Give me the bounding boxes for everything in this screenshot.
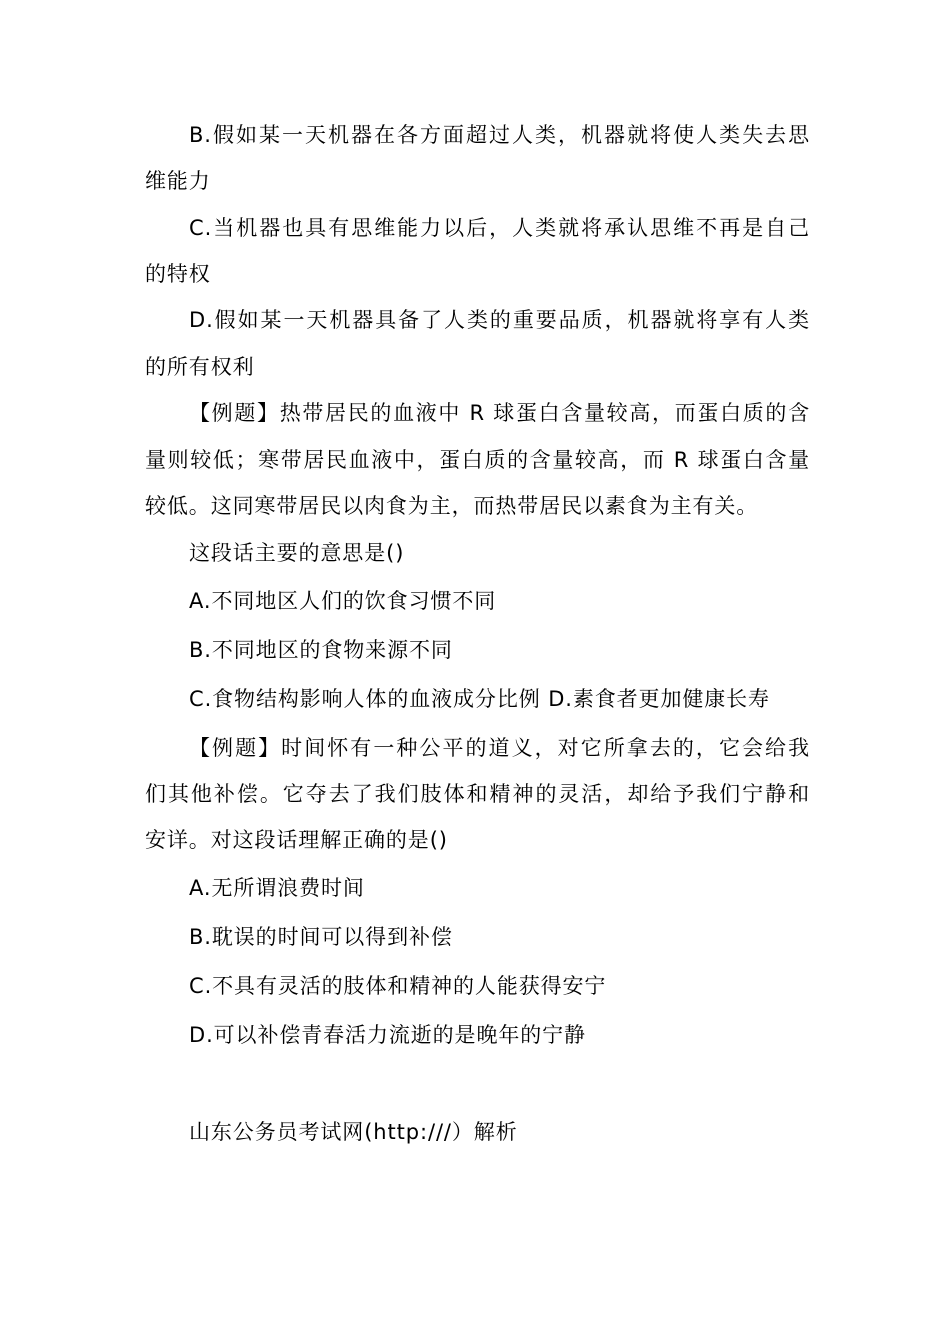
example-1-option-c-d: C.食物结构影响人体的血液成分比例 D.素食者更加健康长寿 — [189, 687, 770, 711]
example-1-paragraph-line-3: 较低。这同寒带居民以肉食为主，而热带居民以素食为主有关。 — [145, 494, 759, 518]
option-d-line-1: D.假如某一天机器具备了人类的重要品质，机器就将享有人类 — [189, 308, 810, 332]
option-c-line-1: C.当机器也具有思维能力以后，人类就将承认思维不再是自己 — [189, 216, 810, 240]
source-footer: 山东公务员考试网(http:///）解析 — [189, 1120, 518, 1144]
example-2-paragraph-line-1: 【例题】时间怀有一种公平的道义，对它所拿去的，它会给我 — [189, 736, 810, 760]
example-1-paragraph-line-2: 量则较低；寒带居民血液中，蛋白质的含量较高，而 R 球蛋白含量 — [145, 448, 810, 472]
example-2-option-c: C.不具有灵活的肢体和精神的人能获得安宁 — [189, 974, 607, 998]
example-2-paragraph-line-2: 们其他补偿。它夺去了我们肢体和精神的灵活，却给予我们宁静和 — [145, 782, 810, 806]
example-2-option-a: A.无所谓浪费时间 — [189, 876, 365, 900]
example-1-question: 这段话主要的意思是() — [189, 541, 405, 565]
option-b-line-2: 维能力 — [145, 169, 211, 193]
example-2-option-b: B.耽误的时间可以得到补偿 — [189, 925, 453, 949]
option-d-line-2: 的所有权利 — [145, 355, 255, 379]
example-2-paragraph-line-3: 安详。对这段话理解正确的是() — [145, 828, 448, 852]
example-1-paragraph-line-1: 【例题】热带居民的血液中 R 球蛋白含量较高，而蛋白质的含 — [189, 401, 810, 425]
example-2-option-d: D.可以补偿青春活力流逝的是晚年的宁静 — [189, 1023, 586, 1047]
example-1-option-a: A.不同地区人们的饮食习惯不同 — [189, 589, 497, 613]
example-1-option-b: B.不同地区的食物来源不同 — [189, 638, 453, 662]
option-c-line-2: 的特权 — [145, 262, 211, 286]
option-b-line-1: B.假如某一天机器在各方面超过人类，机器就将使人类失去思 — [189, 123, 810, 147]
